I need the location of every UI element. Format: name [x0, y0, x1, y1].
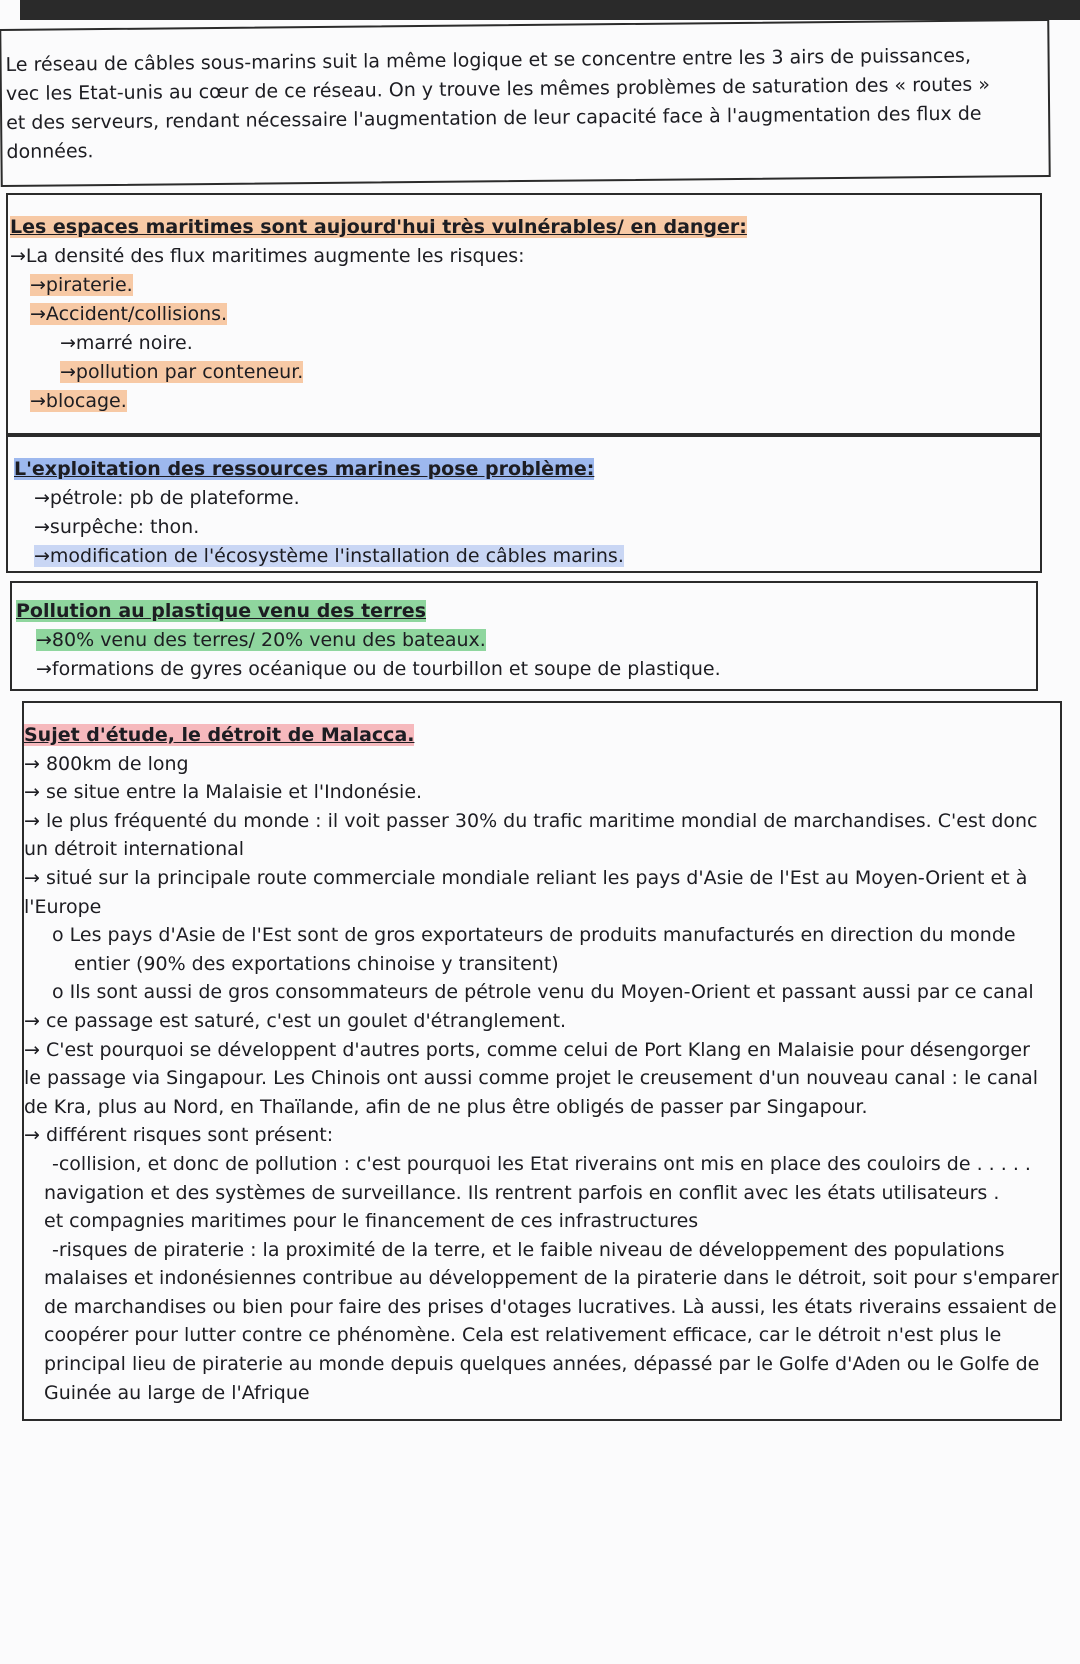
malacca-line: → situé sur la principale route commerciale mondiale reliant les pays d'Asie de l'Est au Moyen-Orient et à [24, 866, 1028, 889]
cables-line-1: Le réseau de câbles sous-marins suit la même logique et se concentre entre les 3 airs de puissances, [5, 44, 972, 76]
vulnerability-item-oil-spill: →marré noire. [60, 332, 193, 354]
cables-line-2: vec les Etat-unis au cœur de ce réseau. On y trouve les mêmes problèmes de saturation des « routes » [5, 73, 991, 105]
cables-line-3: et des serveurs, rendant nécessaire l'augmentation de leur capacité face à l'augmentation des flux de [6, 102, 982, 134]
plastic-item-gyres: →formations de gyres océanique ou de tourbillon et soupe de plastique. [36, 658, 721, 680]
malacca-line: de marchandises ou bien pour faire des prises d'otages lucratives. Là aussi, les états riverains essaient de [44, 1295, 1057, 1318]
malacca-line: et compagnies maritimes pour le financement de ces infrastructures [44, 1210, 699, 1233]
malacca-line: → C'est pourquoi se développent d'autres ports, comme celui de Port Klang en Malaisie pour désengorger [24, 1038, 1030, 1061]
malacca-line: Guinée au large de l'Afrique [44, 1381, 310, 1404]
vulnerability-title: Les espaces maritimes sont aujourd'hui très vulnérables/ en danger: [10, 216, 747, 238]
malacca-line: → 800km de long [24, 752, 189, 775]
malacca-line: un détroit international [24, 838, 245, 861]
malacca-line: l'Europe [24, 895, 102, 918]
malacca-line: malaises et indonésiennes contribue au développement de la piraterie dans le détroit, soit pour s'emparer [44, 1267, 1059, 1290]
plastic-pollution-box [10, 581, 1038, 691]
vulnerability-item-accidents: →Accident/collisions. [30, 303, 228, 325]
malacca-line: o Ils sont aussi de gros consommateurs de pétrole venu du Moyen-Orient et passant aussi par ce canal [52, 981, 1034, 1004]
plastic-title: Pollution au plastique venu des terres [16, 600, 427, 622]
marine-resources-box [6, 433, 1042, 573]
page-corner [0, 0, 20, 24]
top-dark-strip [20, 0, 1080, 20]
resources-item-overfishing: →surpêche: thon. [34, 516, 200, 538]
vulnerability-item-blockage: →blocage. [30, 390, 127, 412]
maritime-vulnerability-box [6, 193, 1042, 437]
malacca-line: -collision, et donc de pollution : c'est pourquoi les Etat riverains ont mis en place des couloirs de . . . . . [52, 1152, 1031, 1175]
malacca-line: navigation et des systèmes de surveillance. Ils rentrent parfois en conflit avec les états utilisateurs . [44, 1181, 1000, 1204]
cables-line-4: données. [6, 140, 94, 163]
malacca-line: -risques de piraterie : la proximité de la terre, et le faible niveau de développement des populations [52, 1238, 1005, 1261]
malacca-line: principal lieu de piraterie au monde depuis quelques années, dépassé par le Golfe d'Aden ou le Golfe de [44, 1353, 1040, 1376]
plastic-item-origin: →80% venu des terres/ 20% venu des bateaux. [36, 629, 486, 651]
malacca-line: → ce passage est saturé, c'est un goulet d'étranglement. [24, 1009, 567, 1032]
malacca-title: Sujet d'étude, le détroit de Malacca. [24, 724, 415, 746]
malacca-line: → se situe entre la Malaisie et l'Indonésie. [24, 781, 423, 804]
malacca-line: de Kra, plus au Nord, en Thaïlande, afin de ne plus être obligés de passer par Singapour. [24, 1095, 868, 1118]
malacca-line: entier (90% des exportations chinoise y transitent) [74, 952, 559, 975]
malacca-line: → différent risques sont présent: [24, 1124, 334, 1147]
malacca-line: → le plus fréquenté du monde : il voit passer 30% du trafic maritime mondial de marchandises. C'est donc [24, 809, 1038, 832]
submarine-cables-box [0, 19, 1051, 187]
resources-item-oil: →pétrole: pb de plateforme. [34, 487, 300, 509]
malacca-line: coopérer pour lutter contre ce phénomène. Cela est relativement efficace, car le détroit n'est plus le [44, 1324, 1002, 1347]
malacca-line: o Les pays d'Asie de l'Est sont de gros exportateurs de produits manufacturés en direction du monde [52, 924, 1016, 947]
vulnerability-item-density: →La densité des flux maritimes augmente les risques: [10, 245, 525, 267]
resources-title: L'exploitation des ressources marines pose problème: [14, 458, 595, 480]
vulnerability-item-container-pollution: →pollution par conteneur. [60, 361, 304, 383]
malacca-case-study-box [22, 701, 1062, 1421]
vulnerability-item-piracy: →piraterie. [30, 274, 133, 296]
resources-item-ecosystem: →modification de l'écosystème l'installation de câbles marins. [34, 545, 624, 567]
malacca-line: le passage via Singapour. Les Chinois ont aussi comme projet le creusement d'un nouveau canal : le canal [24, 1067, 1039, 1090]
